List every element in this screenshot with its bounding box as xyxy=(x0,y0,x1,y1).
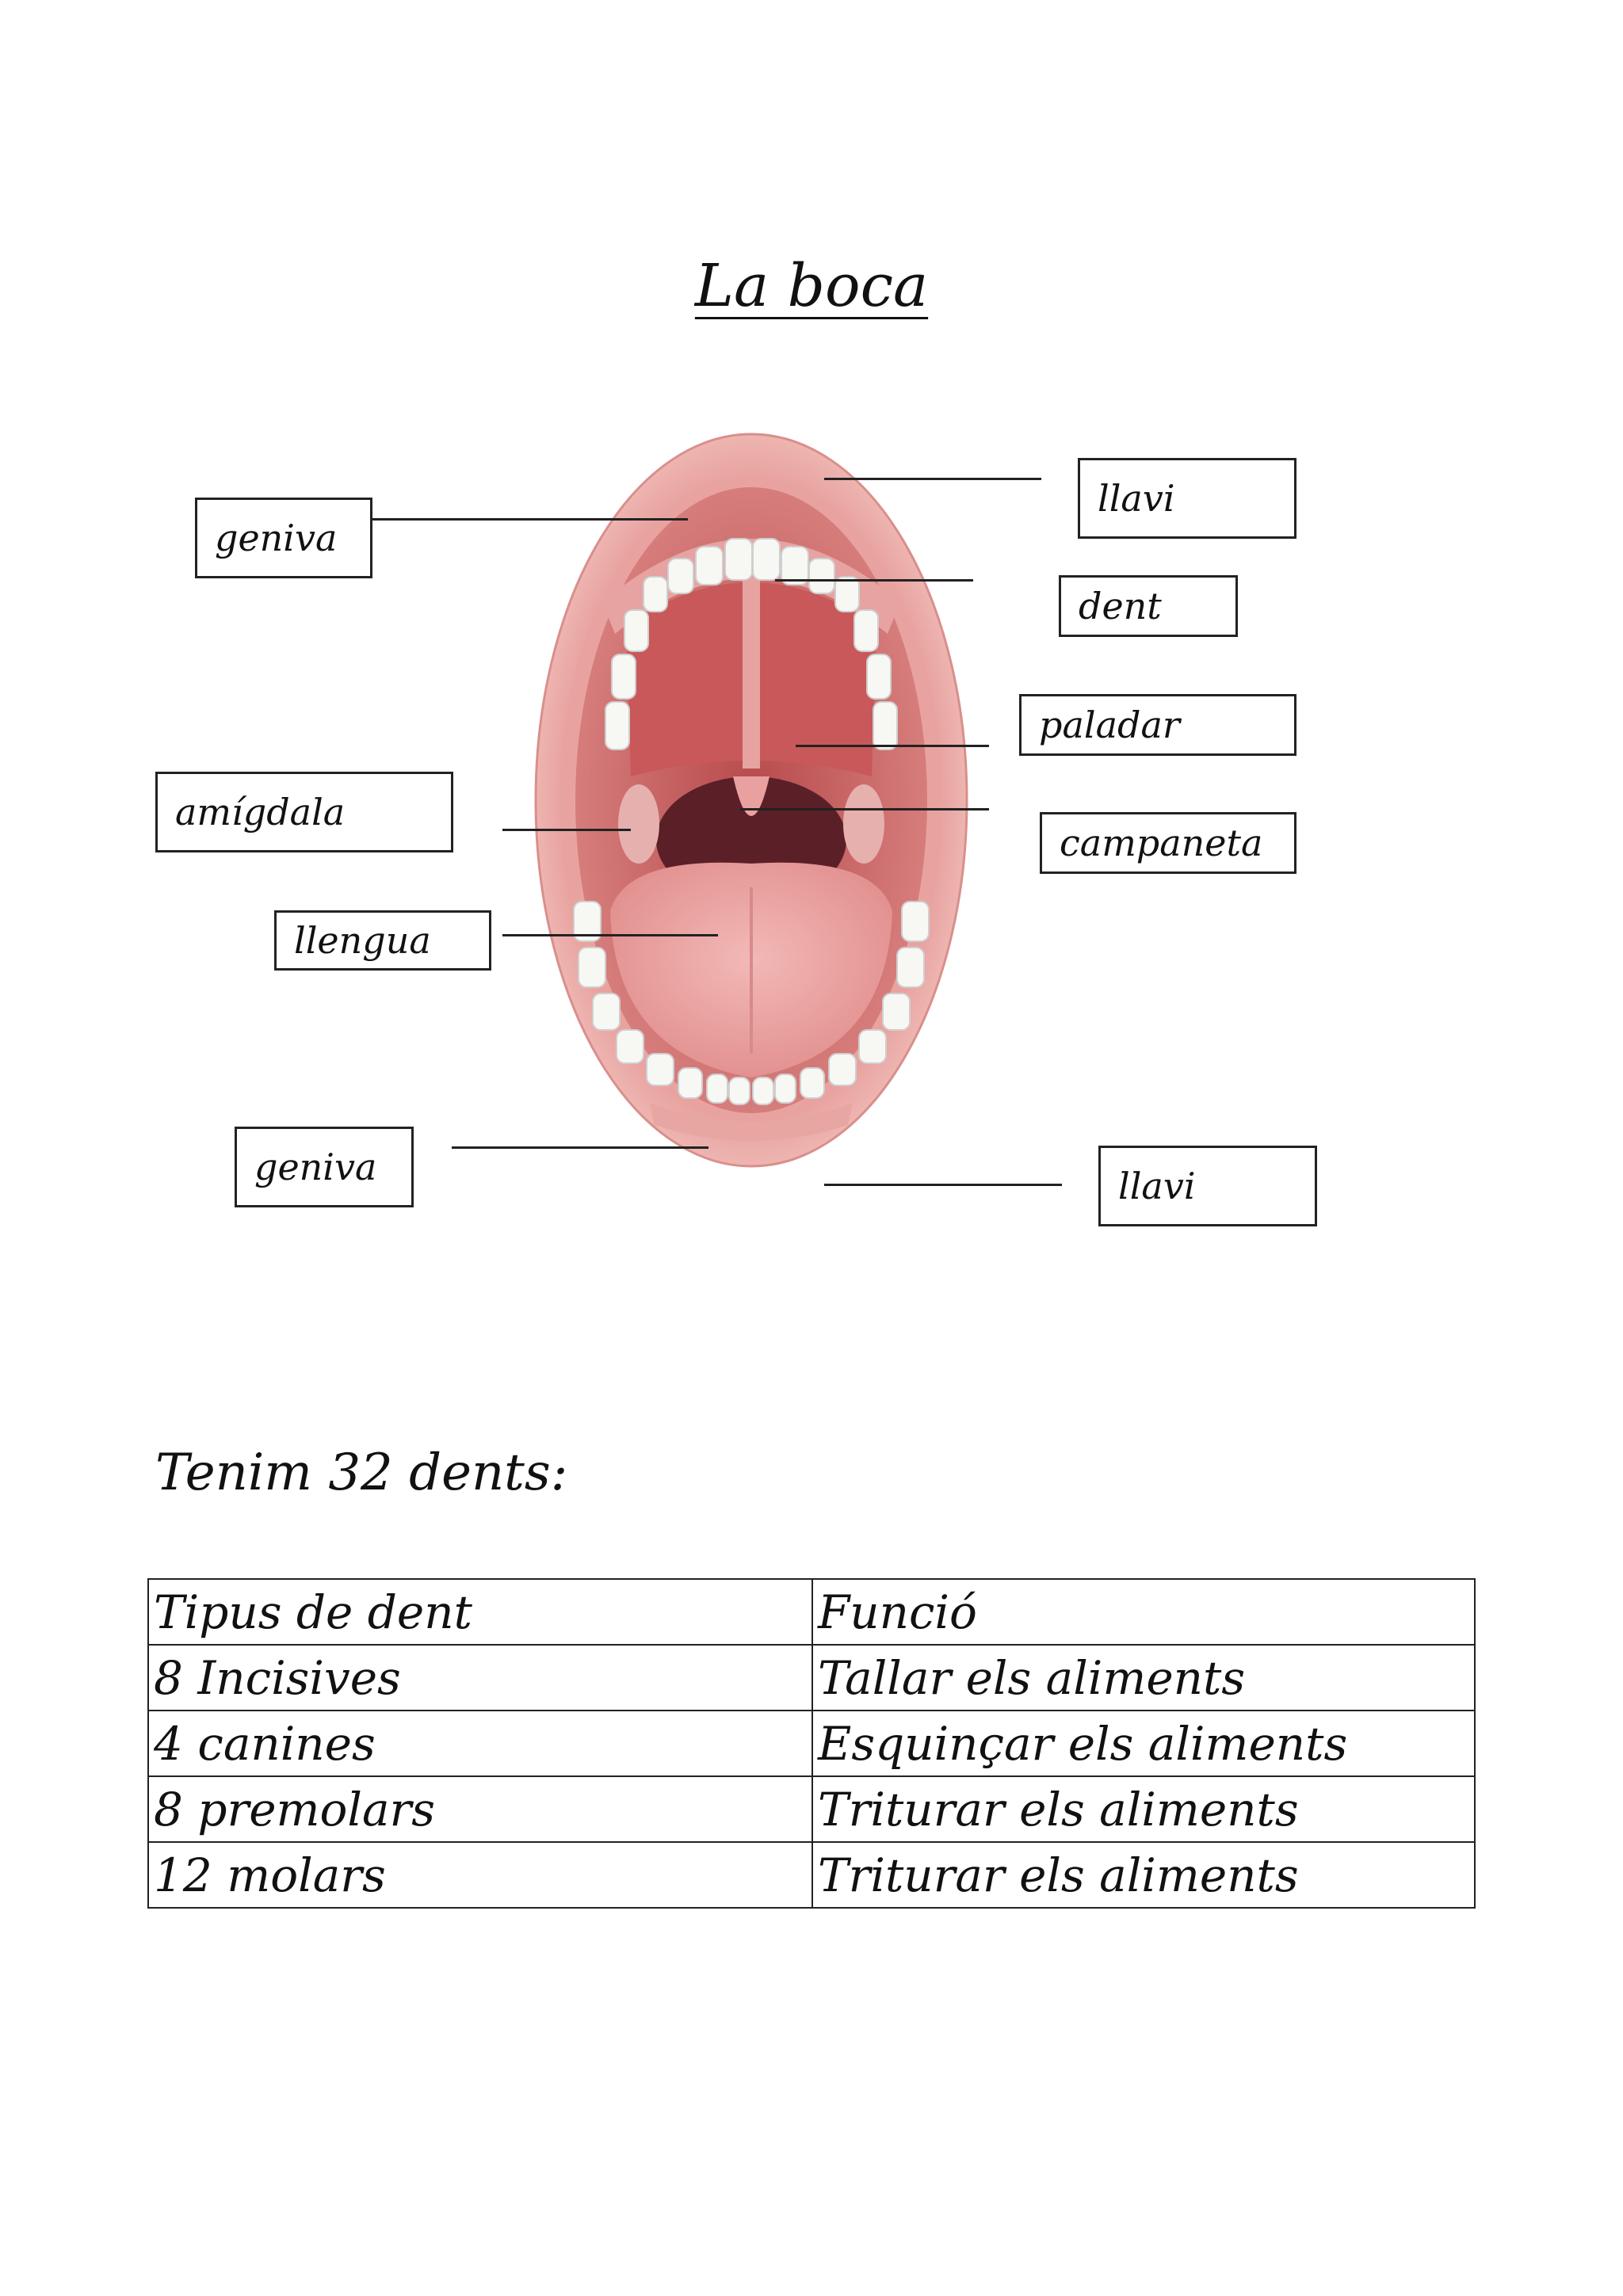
leader-dent xyxy=(775,579,973,582)
teeth-count-heading: Tenim 32 dents: xyxy=(155,1444,568,1502)
tonsil-left xyxy=(618,784,659,864)
page-title: La boca xyxy=(694,252,929,320)
teeth-table xyxy=(147,1578,1476,1909)
label-paladar: paladar xyxy=(1019,694,1296,756)
table-row xyxy=(148,1842,1475,1908)
label-llavi-bottom: llavi xyxy=(1098,1146,1317,1226)
leader-campaneta xyxy=(740,808,989,810)
header-tipus: Tipus de dent xyxy=(148,1579,812,1645)
label-llavi-top: llavi xyxy=(1078,458,1296,539)
label-geniva-bottom: geniva xyxy=(235,1127,414,1207)
cell-tooth-type: 8 Incisives xyxy=(148,1645,812,1711)
label-dent: dent xyxy=(1059,575,1238,637)
label-llengua: llengua xyxy=(274,910,491,971)
leader-llavi-top xyxy=(824,478,1041,480)
cell-function: Esquinçar els aliments xyxy=(812,1711,1475,1776)
cell-function: Triturar els aliments xyxy=(812,1776,1475,1842)
label-amigdala: amígdala xyxy=(155,772,453,852)
leader-geniva-bottom xyxy=(452,1146,708,1149)
leader-paladar xyxy=(796,745,989,747)
cell-function: Tallar els aliments xyxy=(812,1645,1475,1711)
cell-tooth-type: 12 molars xyxy=(148,1842,812,1908)
cell-tooth-type: 8 premolars xyxy=(148,1776,812,1842)
label-campaneta: campaneta xyxy=(1040,812,1296,874)
table-row xyxy=(148,1645,1475,1711)
header-funcio: Funció xyxy=(812,1579,1475,1645)
leader-amigdala xyxy=(502,829,631,831)
table-row xyxy=(148,1711,1475,1776)
leader-geniva-top xyxy=(371,518,688,521)
label-geniva-top: geniva xyxy=(195,498,372,578)
cell-tooth-type: 4 canines xyxy=(148,1711,812,1776)
leader-llengua xyxy=(502,934,718,936)
table-row xyxy=(148,1776,1475,1842)
leader-llavi-bottom xyxy=(824,1184,1062,1186)
table-header-row xyxy=(148,1579,1475,1645)
tonsil-right xyxy=(843,784,884,864)
cell-function: Triturar els aliments xyxy=(812,1842,1475,1908)
